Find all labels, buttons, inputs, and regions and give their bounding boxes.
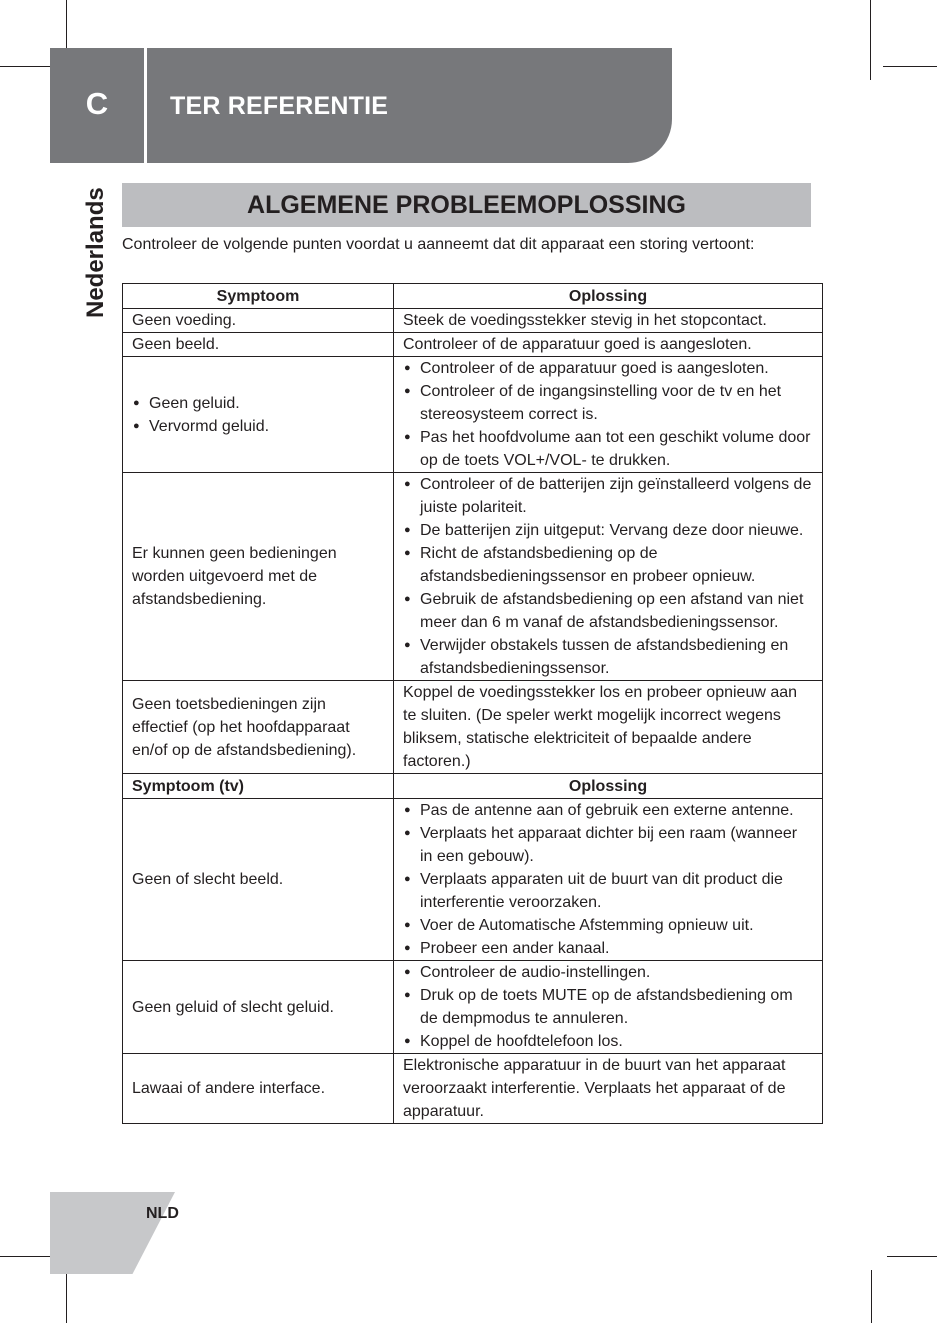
crop-mark bbox=[871, 1270, 872, 1323]
solution-item: ● De batterijen zijn uitgeput: Vervang deze door nieuwe. bbox=[403, 519, 813, 542]
symptom-item: ● Geen geluid. bbox=[132, 392, 384, 415]
column-header: Oplossing bbox=[394, 774, 823, 799]
solution-item: ● Pas de antenne aan of gebruik een externe antenne. bbox=[403, 799, 813, 822]
symptom-cell: Lawaai of andere interface. bbox=[123, 1054, 394, 1124]
solution-item: ● Probeer een ander kanaal. bbox=[403, 937, 813, 960]
crop-mark bbox=[0, 66, 50, 67]
chapter-title: TER REFERENTIE bbox=[170, 92, 389, 120]
chapter-header bbox=[50, 48, 672, 163]
table-row bbox=[123, 333, 823, 357]
symptom-cell: Geen beeld. bbox=[123, 333, 394, 357]
table-row bbox=[123, 309, 823, 333]
column-header: Symptoom bbox=[123, 284, 394, 309]
solution-item: ● Controleer of de apparatuur goed is aangesloten. bbox=[403, 357, 813, 380]
symptom-cell: Geen voeding. bbox=[123, 309, 394, 333]
chapter-letter: C bbox=[85, 86, 109, 121]
tv-header-row bbox=[123, 774, 823, 799]
solution-item: ● Verplaats het apparaat dichter bij een raam (wanneer in een gebouw). bbox=[403, 822, 813, 868]
column-header: Oplossing bbox=[394, 284, 823, 309]
crop-mark bbox=[66, 0, 67, 50]
crop-mark bbox=[66, 1270, 67, 1323]
symptom-cell: Geen of slecht beeld. bbox=[123, 799, 394, 961]
solution-item: ● Koppel de hoofdtelefoon los. bbox=[403, 1030, 813, 1053]
solution-item: ● Richt de afstandsbediening op de afstandsbedieningssensor en probeer opnieuw. bbox=[403, 542, 813, 588]
table-row bbox=[123, 473, 823, 681]
solution-cell: Controleer of de apparatuur goed is aangesloten. bbox=[394, 333, 823, 357]
table-header-row bbox=[123, 284, 823, 309]
solution-cell bbox=[394, 473, 823, 681]
solution-item: ● Voer de Automatische Afstemming opnieuw uit. bbox=[403, 914, 813, 937]
crop-mark bbox=[883, 66, 937, 67]
column-header: Symptoom (tv) bbox=[123, 774, 394, 799]
solution-item: ● Controleer de audio-instellingen. bbox=[403, 961, 813, 984]
table-row bbox=[123, 357, 823, 473]
solution-item: ● Verplaats apparaten uit de buurt van dit product die interferentie veroorzaken. bbox=[403, 868, 813, 914]
solution-cell bbox=[394, 799, 823, 961]
crop-mark bbox=[0, 1256, 54, 1257]
header-divider bbox=[144, 48, 147, 163]
symptom-cell bbox=[123, 357, 394, 473]
solution-item: ● Controleer of de batterijen zijn geïnstalleerd volgens de juiste polariteit. bbox=[403, 473, 813, 519]
symptom-cell: Geen geluid of slecht geluid. bbox=[123, 961, 394, 1054]
troubleshooting-table bbox=[122, 283, 823, 1124]
crop-mark bbox=[887, 1256, 937, 1257]
solution-cell: Elektronische apparatuur in de buurt van het apparaat veroorzaakt interferentie. Verplaats het apparaat of de apparatuur. bbox=[394, 1054, 823, 1124]
crop-mark bbox=[870, 0, 871, 80]
intro-text: Controleer de volgende punten voordat u aanneemt dat dit apparaat een storing vertoont: bbox=[122, 236, 755, 253]
symptom-cell: Er kunnen geen bedieningen worden uitgevoerd met de afstandsbediening. bbox=[123, 473, 394, 681]
symptom-cell: Geen toetsbedieningen zijn effectief (op het hoofdapparaat en/of op de afstandsbediening). bbox=[123, 681, 394, 774]
table-row bbox=[123, 1054, 823, 1124]
language-code: NLD bbox=[146, 1205, 179, 1222]
table-row bbox=[123, 681, 823, 774]
table-row bbox=[123, 799, 823, 961]
language-side-label: Nederlands bbox=[82, 187, 109, 318]
solution-cell bbox=[394, 961, 823, 1054]
solution-cell: Koppel de voedingsstekker los en probeer opnieuw aan te sluiten. (De speler werkt mogelijk incorrect wegens bliksem, statische elektriciteit of bepaalde andere factoren.) bbox=[394, 681, 823, 774]
solution-item: ● Verwijder obstakels tussen de afstandsbediening en afstandsbedieningssensor. bbox=[403, 634, 813, 680]
solution-item: ● Druk op de toets MUTE op de afstandsbediening om de dempmodus te annuleren. bbox=[403, 984, 813, 1030]
solution-item: ● Gebruik de afstandsbediening op een afstand van niet meer dan 6 m vanaf de afstandsbedieningssensor. bbox=[403, 588, 813, 634]
solution-item: ● Controleer of de ingangsinstelling voor de tv en het stereosysteem correct is. bbox=[403, 380, 813, 426]
section-title: ALGEMENE PROBLEEMOPLOSSING bbox=[122, 183, 811, 227]
table-row bbox=[123, 961, 823, 1054]
solution-cell: Steek de voedingsstekker stevig in het stopcontact. bbox=[394, 309, 823, 333]
solution-cell bbox=[394, 357, 823, 473]
solution-item: ● Pas het hoofdvolume aan tot een geschikt volume door op de toets VOL+/VOL- te drukken. bbox=[403, 426, 813, 472]
symptom-item: ● Vervormd geluid. bbox=[132, 415, 384, 438]
